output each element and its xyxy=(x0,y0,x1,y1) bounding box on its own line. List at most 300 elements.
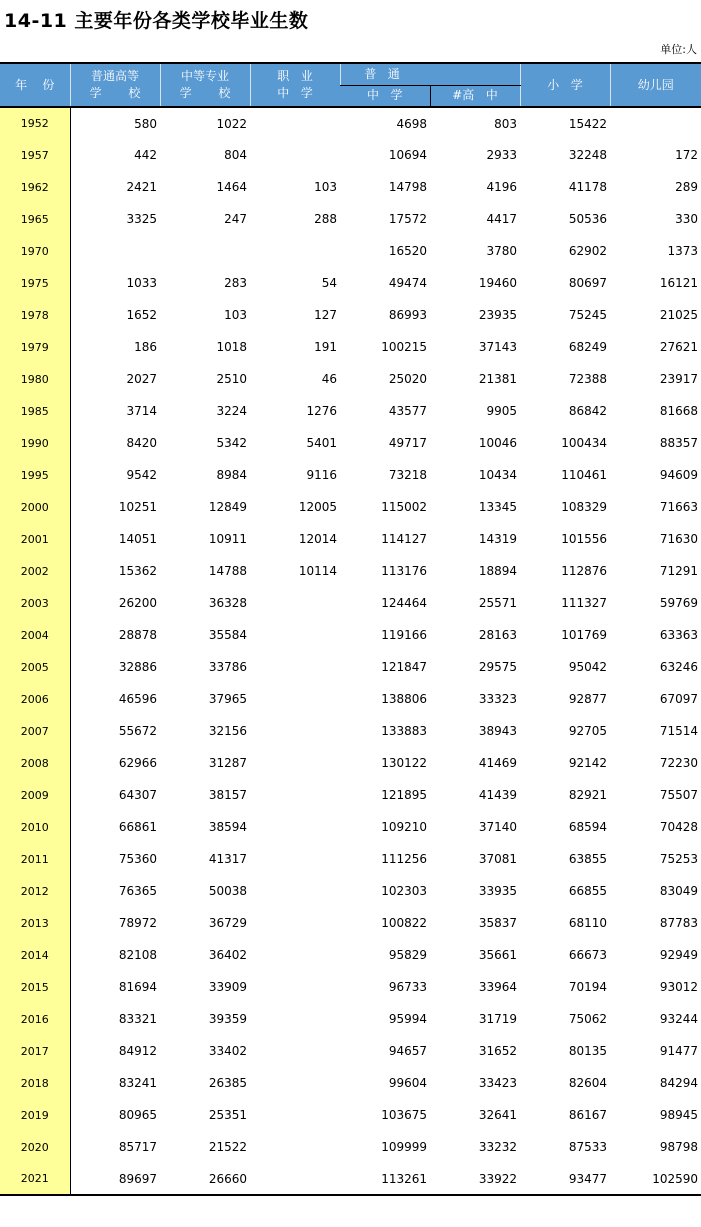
graduates-table xyxy=(0,62,701,1196)
cell-vocational xyxy=(250,811,340,843)
cell-vocational: 5401 xyxy=(306,436,337,450)
cell-senior: 3780 xyxy=(486,244,518,258)
cell-college: 32886 xyxy=(118,660,157,674)
cell-vocational: 288 xyxy=(314,212,337,226)
cell-year: 1979 xyxy=(0,331,70,363)
cell-secondary: 33402 xyxy=(208,1044,247,1058)
cell-senior: 28163 xyxy=(478,628,518,642)
cell-vocational: 54 xyxy=(321,276,337,290)
cell-kindergarten: 83049 xyxy=(659,884,699,898)
cell-vocational xyxy=(250,587,340,619)
cell-college: 186 xyxy=(134,340,157,354)
cell-college: 9542 xyxy=(126,468,157,482)
cell-secondary: 247 xyxy=(224,212,247,226)
cell-primary: 110461 xyxy=(561,468,608,482)
cell-primary: 62902 xyxy=(568,244,608,258)
cell-kindergarten: 63246 xyxy=(659,660,699,674)
table-row xyxy=(0,139,701,171)
cell-year: 2002 xyxy=(0,555,70,587)
cell-college: 82108 xyxy=(118,948,157,962)
cell-vocational: 191 xyxy=(314,340,337,354)
cell-secondary: 38594 xyxy=(208,820,247,834)
cell-general: 49717 xyxy=(388,436,427,450)
cell-senior: 37143 xyxy=(478,340,518,354)
table-row xyxy=(0,907,701,939)
cell-senior: 33323 xyxy=(478,692,518,706)
cell-secondary: 38157 xyxy=(208,788,247,802)
cell-college: 442 xyxy=(134,148,157,162)
cell-secondary: 26660 xyxy=(160,1163,250,1195)
cell-college: 2027 xyxy=(126,372,157,386)
table-row xyxy=(0,1131,701,1163)
cell-vocational: 12005 xyxy=(298,500,337,514)
cell-college: 10251 xyxy=(118,500,157,514)
cell-general: 10694 xyxy=(388,148,427,162)
cell-general: 14798 xyxy=(388,180,427,194)
cell-secondary: 5342 xyxy=(216,436,247,450)
cell-year: 2000 xyxy=(0,491,70,523)
cell-vocational xyxy=(250,747,340,779)
cell-general: 109210 xyxy=(381,820,427,834)
cell-general: 138806 xyxy=(381,692,427,706)
table-header xyxy=(0,63,701,107)
cell-kindergarten: 71291 xyxy=(659,564,699,578)
cell-vocational xyxy=(250,939,340,971)
cell-senior: 33922 xyxy=(430,1163,520,1195)
table-row xyxy=(0,267,701,299)
cell-kindergarten: 91477 xyxy=(659,1044,699,1058)
table-row xyxy=(0,395,701,427)
cell-vocational xyxy=(250,1003,340,1035)
cell-vocational: 9116 xyxy=(306,468,337,482)
cell-primary: 80135 xyxy=(568,1044,608,1058)
cell-secondary: 26385 xyxy=(208,1076,247,1090)
table-row xyxy=(0,459,701,491)
cell-college: 81694 xyxy=(118,980,157,994)
cell-general: 121895 xyxy=(381,788,427,802)
cell-kindergarten: 27621 xyxy=(659,340,699,354)
cell-secondary: 37965 xyxy=(208,692,247,706)
header-general-secondary: 普 通 xyxy=(340,63,520,85)
unit-label: 单位:人 xyxy=(660,43,697,56)
cell-year: 2013 xyxy=(0,907,70,939)
cell-vocational xyxy=(250,1035,340,1067)
cell-college: 62966 xyxy=(118,756,157,770)
cell-college: 580 xyxy=(134,116,157,131)
cell-primary: 75062 xyxy=(568,1012,608,1026)
cell-kindergarten: 70428 xyxy=(659,820,699,834)
cell-primary: 32248 xyxy=(568,148,608,162)
cell-kindergarten: 102590 xyxy=(610,1163,701,1195)
cell-senior: 31652 xyxy=(478,1044,518,1058)
cell-kindergarten: 59769 xyxy=(659,596,699,610)
cell-senior: 803 xyxy=(494,116,518,131)
cell-kindergarten: 84294 xyxy=(659,1076,699,1090)
cell-general: 130122 xyxy=(381,756,427,770)
cell-college: 15362 xyxy=(118,564,157,578)
cell-senior: 25571 xyxy=(478,596,518,610)
cell-primary: 95042 xyxy=(568,660,608,674)
cell-secondary: 41317 xyxy=(208,852,247,866)
cell-college xyxy=(70,235,160,267)
cell-college: 83321 xyxy=(118,1012,157,1026)
cell-general: 95994 xyxy=(388,1012,427,1026)
cell-senior: 2933 xyxy=(486,148,518,162)
cell-senior: 41439 xyxy=(478,788,518,802)
cell-year: 1965 xyxy=(0,203,70,235)
cell-college: 55672 xyxy=(118,724,157,738)
cell-secondary: 35584 xyxy=(208,628,247,642)
cell-year: 2018 xyxy=(0,1067,70,1099)
cell-primary: 70194 xyxy=(568,980,608,994)
cell-general: 113176 xyxy=(381,564,427,578)
cell-secondary: 21522 xyxy=(208,1140,247,1154)
table-row xyxy=(0,1003,701,1035)
cell-vocational xyxy=(250,875,340,907)
table-row xyxy=(0,651,701,683)
cell-college: 80965 xyxy=(118,1108,157,1122)
table-row xyxy=(0,587,701,619)
cell-primary: 68249 xyxy=(568,340,608,354)
cell-general: 121847 xyxy=(381,660,427,674)
cell-secondary: 3224 xyxy=(216,404,247,418)
cell-year: 2011 xyxy=(0,843,70,875)
cell-senior: 32641 xyxy=(478,1108,518,1122)
cell-year: 2017 xyxy=(0,1035,70,1067)
header-kindergarten: 幼儿园 xyxy=(610,63,701,107)
table-row xyxy=(0,811,701,843)
cell-primary: 101556 xyxy=(561,532,608,546)
header-year: 年 份 xyxy=(0,63,70,107)
cell-secondary: 8984 xyxy=(216,468,247,482)
table-row xyxy=(0,1067,701,1099)
cell-vocational: 127 xyxy=(314,308,337,322)
cell-senior: 4417 xyxy=(486,212,518,226)
cell-year: 1990 xyxy=(0,427,70,459)
table-row xyxy=(0,203,701,235)
cell-kindergarten: 72230 xyxy=(659,756,699,770)
cell-general: 124464 xyxy=(381,596,427,610)
cell-senior: 31719 xyxy=(478,1012,518,1026)
cell-vocational xyxy=(250,139,340,171)
table-row xyxy=(0,171,701,203)
cell-general: 115002 xyxy=(381,500,427,514)
cell-secondary: 39359 xyxy=(208,1012,247,1026)
cell-college: 3325 xyxy=(126,212,157,226)
cell-kindergarten: 71630 xyxy=(659,532,699,546)
cell-primary: 93477 xyxy=(520,1163,610,1195)
cell-senior: 10046 xyxy=(478,436,518,450)
cell-kindergarten: 71514 xyxy=(659,724,699,738)
cell-senior: 18894 xyxy=(478,564,518,578)
cell-kindergarten: 23917 xyxy=(659,372,699,386)
cell-college: 89697 xyxy=(70,1163,160,1195)
cell-secondary: 33786 xyxy=(208,660,247,674)
cell-primary: 112876 xyxy=(561,564,608,578)
table-row xyxy=(0,1099,701,1131)
cell-kindergarten: 172 xyxy=(675,148,699,162)
cell-general: 103675 xyxy=(381,1108,427,1122)
cell-college: 75360 xyxy=(118,852,157,866)
cell-year: 2005 xyxy=(0,651,70,683)
table-row xyxy=(0,683,701,715)
cell-year: 2007 xyxy=(0,715,70,747)
cell-kindergarten: 75507 xyxy=(659,788,699,802)
cell-vocational xyxy=(250,779,340,811)
cell-secondary: 283 xyxy=(224,276,247,290)
cell-primary: 82921 xyxy=(568,788,608,802)
cell-secondary: 2510 xyxy=(216,372,247,386)
cell-general: 16520 xyxy=(388,244,427,258)
cell-senior: 33423 xyxy=(478,1076,518,1090)
cell-senior: 13345 xyxy=(478,500,518,514)
table-row xyxy=(0,1163,701,1195)
cell-secondary: 1022 xyxy=(216,116,247,131)
cell-vocational xyxy=(250,107,340,139)
cell-senior: 35661 xyxy=(478,948,518,962)
cell-primary: 80697 xyxy=(568,276,608,290)
cell-primary: 63855 xyxy=(568,852,608,866)
cell-vocational xyxy=(250,843,340,875)
cell-general: 119166 xyxy=(381,628,427,642)
cell-kindergarten: 71663 xyxy=(659,500,699,514)
cell-secondary: 804 xyxy=(224,148,247,162)
table-row xyxy=(0,939,701,971)
cell-secondary: 36402 xyxy=(208,948,247,962)
table-row xyxy=(0,299,701,331)
cell-secondary: 103 xyxy=(224,308,247,322)
cell-vocational xyxy=(250,971,340,1003)
cell-senior: 19460 xyxy=(478,276,518,290)
cell-primary: 101769 xyxy=(561,628,608,642)
cell-senior: 37081 xyxy=(478,852,518,866)
cell-vocational xyxy=(250,651,340,683)
cell-senior: 37140 xyxy=(478,820,518,834)
cell-senior: 35837 xyxy=(478,916,518,930)
cell-year: 2019 xyxy=(0,1099,70,1131)
cell-senior: 29575 xyxy=(478,660,518,674)
cell-college: 3714 xyxy=(126,404,157,418)
cell-general: 133883 xyxy=(381,724,427,738)
cell-primary: 86167 xyxy=(568,1108,608,1122)
cell-general: 100215 xyxy=(381,340,427,354)
cell-primary: 41178 xyxy=(568,180,608,194)
cell-kindergarten: 98798 xyxy=(659,1140,699,1154)
table-row xyxy=(0,235,701,267)
cell-kindergarten: 93012 xyxy=(659,980,699,994)
cell-vocational xyxy=(250,715,340,747)
cell-year: 1962 xyxy=(0,171,70,203)
cell-kindergarten: 289 xyxy=(675,180,699,194)
cell-kindergarten: 330 xyxy=(675,212,699,226)
cell-year: 1970 xyxy=(0,235,70,267)
cell-secondary: 1018 xyxy=(216,340,247,354)
cell-primary: 82604 xyxy=(568,1076,608,1090)
cell-primary: 108329 xyxy=(561,500,608,514)
header-primary: 小 学 xyxy=(520,63,610,107)
cell-kindergarten: 87783 xyxy=(659,916,699,930)
cell-kindergarten: 67097 xyxy=(659,692,699,706)
cell-general: 111256 xyxy=(381,852,427,866)
cell-kindergarten: 81668 xyxy=(659,404,699,418)
cell-senior: 33964 xyxy=(478,980,518,994)
cell-secondary: 36328 xyxy=(208,596,247,610)
cell-general: 95829 xyxy=(388,948,427,962)
header-vocational: 职 业 中 学 xyxy=(250,63,340,107)
cell-primary: 72388 xyxy=(568,372,608,386)
cell-secondary: 12849 xyxy=(208,500,247,514)
cell-year: 2010 xyxy=(0,811,70,843)
cell-vocational: 10114 xyxy=(298,564,337,578)
cell-year: 2006 xyxy=(0,683,70,715)
cell-general: 4698 xyxy=(396,116,427,131)
cell-vocational xyxy=(250,235,340,267)
cell-college: 66861 xyxy=(118,820,157,834)
cell-general: 43577 xyxy=(388,404,427,418)
cell-general: 25020 xyxy=(388,372,427,386)
table-row xyxy=(0,779,701,811)
cell-college: 1652 xyxy=(126,308,157,322)
cell-year: 2003 xyxy=(0,587,70,619)
cell-secondary: 33909 xyxy=(208,980,247,994)
cell-senior: 33935 xyxy=(478,884,518,898)
cell-college: 2421 xyxy=(126,180,157,194)
cell-vocational: 1276 xyxy=(306,404,337,418)
cell-vocational xyxy=(250,619,340,651)
cell-secondary xyxy=(160,235,250,267)
cell-college: 1033 xyxy=(126,276,157,290)
cell-kindergarten: 1373 xyxy=(667,244,699,258)
cell-primary: 50536 xyxy=(568,212,608,226)
cell-vocational xyxy=(250,1131,340,1163)
cell-secondary: 14788 xyxy=(208,564,247,578)
cell-college: 83241 xyxy=(118,1076,157,1090)
cell-primary: 75245 xyxy=(568,308,608,322)
cell-general: 102303 xyxy=(381,884,427,898)
cell-kindergarten: 94609 xyxy=(659,468,699,482)
cell-year: 1985 xyxy=(0,395,70,427)
cell-vocational: 46 xyxy=(321,372,337,386)
cell-college: 26200 xyxy=(118,596,157,610)
table-row xyxy=(0,1035,701,1067)
cell-general: 94657 xyxy=(388,1044,427,1058)
table-body xyxy=(0,107,701,1195)
table-row xyxy=(0,747,701,779)
cell-kindergarten: 98945 xyxy=(659,1108,699,1122)
table-row xyxy=(0,107,701,139)
cell-senior: 14319 xyxy=(478,532,518,546)
cell-secondary: 10911 xyxy=(208,532,247,546)
cell-general: 100822 xyxy=(381,916,427,930)
cell-primary: 68110 xyxy=(568,916,608,930)
cell-general: 73218 xyxy=(388,468,427,482)
cell-primary: 15422 xyxy=(568,116,608,131)
cell-general: 99604 xyxy=(388,1076,427,1090)
cell-vocational xyxy=(250,907,340,939)
cell-college: 76365 xyxy=(118,884,157,898)
table-row xyxy=(0,971,701,1003)
cell-kindergarten: 75253 xyxy=(659,852,699,866)
table-row xyxy=(0,619,701,651)
cell-year: 2014 xyxy=(0,939,70,971)
cell-year: 2008 xyxy=(0,747,70,779)
cell-general: 96733 xyxy=(388,980,427,994)
page-title: 14-11 主要年份各类学校毕业生数 xyxy=(4,10,309,32)
cell-vocational xyxy=(250,1067,340,1099)
cell-college: 28878 xyxy=(118,628,157,642)
cell-secondary: 36729 xyxy=(208,916,247,930)
table-row xyxy=(0,491,701,523)
cell-primary: 92877 xyxy=(568,692,608,706)
cell-vocational xyxy=(250,1099,340,1131)
cell-year: 2016 xyxy=(0,1003,70,1035)
cell-year: 1995 xyxy=(0,459,70,491)
header-college: 普通高等 学 校 xyxy=(70,63,160,107)
cell-primary: 66673 xyxy=(568,948,608,962)
cell-senior: 38943 xyxy=(478,724,518,738)
cell-general: 109999 xyxy=(381,1140,427,1154)
cell-kindergarten: 63363 xyxy=(659,628,699,642)
table-row xyxy=(0,331,701,363)
cell-kindergarten: 21025 xyxy=(659,308,699,322)
cell-senior: 10434 xyxy=(478,468,518,482)
cell-general: 114127 xyxy=(381,532,427,546)
cell-primary: 86842 xyxy=(568,404,608,418)
table-row xyxy=(0,555,701,587)
cell-secondary: 1464 xyxy=(216,180,247,194)
cell-senior: 4196 xyxy=(486,180,518,194)
cell-college: 78972 xyxy=(118,916,157,930)
cell-general: 17572 xyxy=(388,212,427,226)
header-general-secondary-sub: 中 学 xyxy=(340,85,430,107)
cell-year: 2004 xyxy=(0,619,70,651)
cell-primary: 92142 xyxy=(568,756,608,770)
cell-year: 1975 xyxy=(0,267,70,299)
cell-college: 84912 xyxy=(118,1044,157,1058)
cell-kindergarten: 93244 xyxy=(659,1012,699,1026)
cell-year: 2021 xyxy=(0,1163,70,1195)
cell-general: 86993 xyxy=(388,308,427,322)
table-row xyxy=(0,363,701,395)
cell-year: 2009 xyxy=(0,779,70,811)
cell-primary: 68594 xyxy=(568,820,608,834)
cell-secondary: 50038 xyxy=(208,884,247,898)
table-row xyxy=(0,715,701,747)
cell-primary: 66855 xyxy=(568,884,608,898)
cell-secondary: 25351 xyxy=(208,1108,247,1122)
cell-secondary: 31287 xyxy=(208,756,247,770)
header-secondary-specialized: 中等专业 学 校 xyxy=(160,63,250,107)
cell-primary: 100434 xyxy=(561,436,608,450)
cell-year: 1952 xyxy=(0,107,70,139)
cell-year: 2001 xyxy=(0,523,70,555)
cell-secondary: 32156 xyxy=(208,724,247,738)
cell-college: 14051 xyxy=(118,532,157,546)
cell-primary: 87533 xyxy=(568,1140,608,1154)
table-row xyxy=(0,843,701,875)
cell-kindergarten xyxy=(610,107,701,139)
table-row xyxy=(0,427,701,459)
cell-college: 64307 xyxy=(118,788,157,802)
cell-year: 1957 xyxy=(0,139,70,171)
cell-senior: 41469 xyxy=(478,756,518,770)
cell-senior: 9905 xyxy=(486,404,518,418)
cell-vocational: 12014 xyxy=(298,532,337,546)
cell-year: 2020 xyxy=(0,1131,70,1163)
cell-kindergarten: 16121 xyxy=(659,276,699,290)
cell-senior: 23935 xyxy=(478,308,518,322)
cell-primary: 111327 xyxy=(561,596,608,610)
